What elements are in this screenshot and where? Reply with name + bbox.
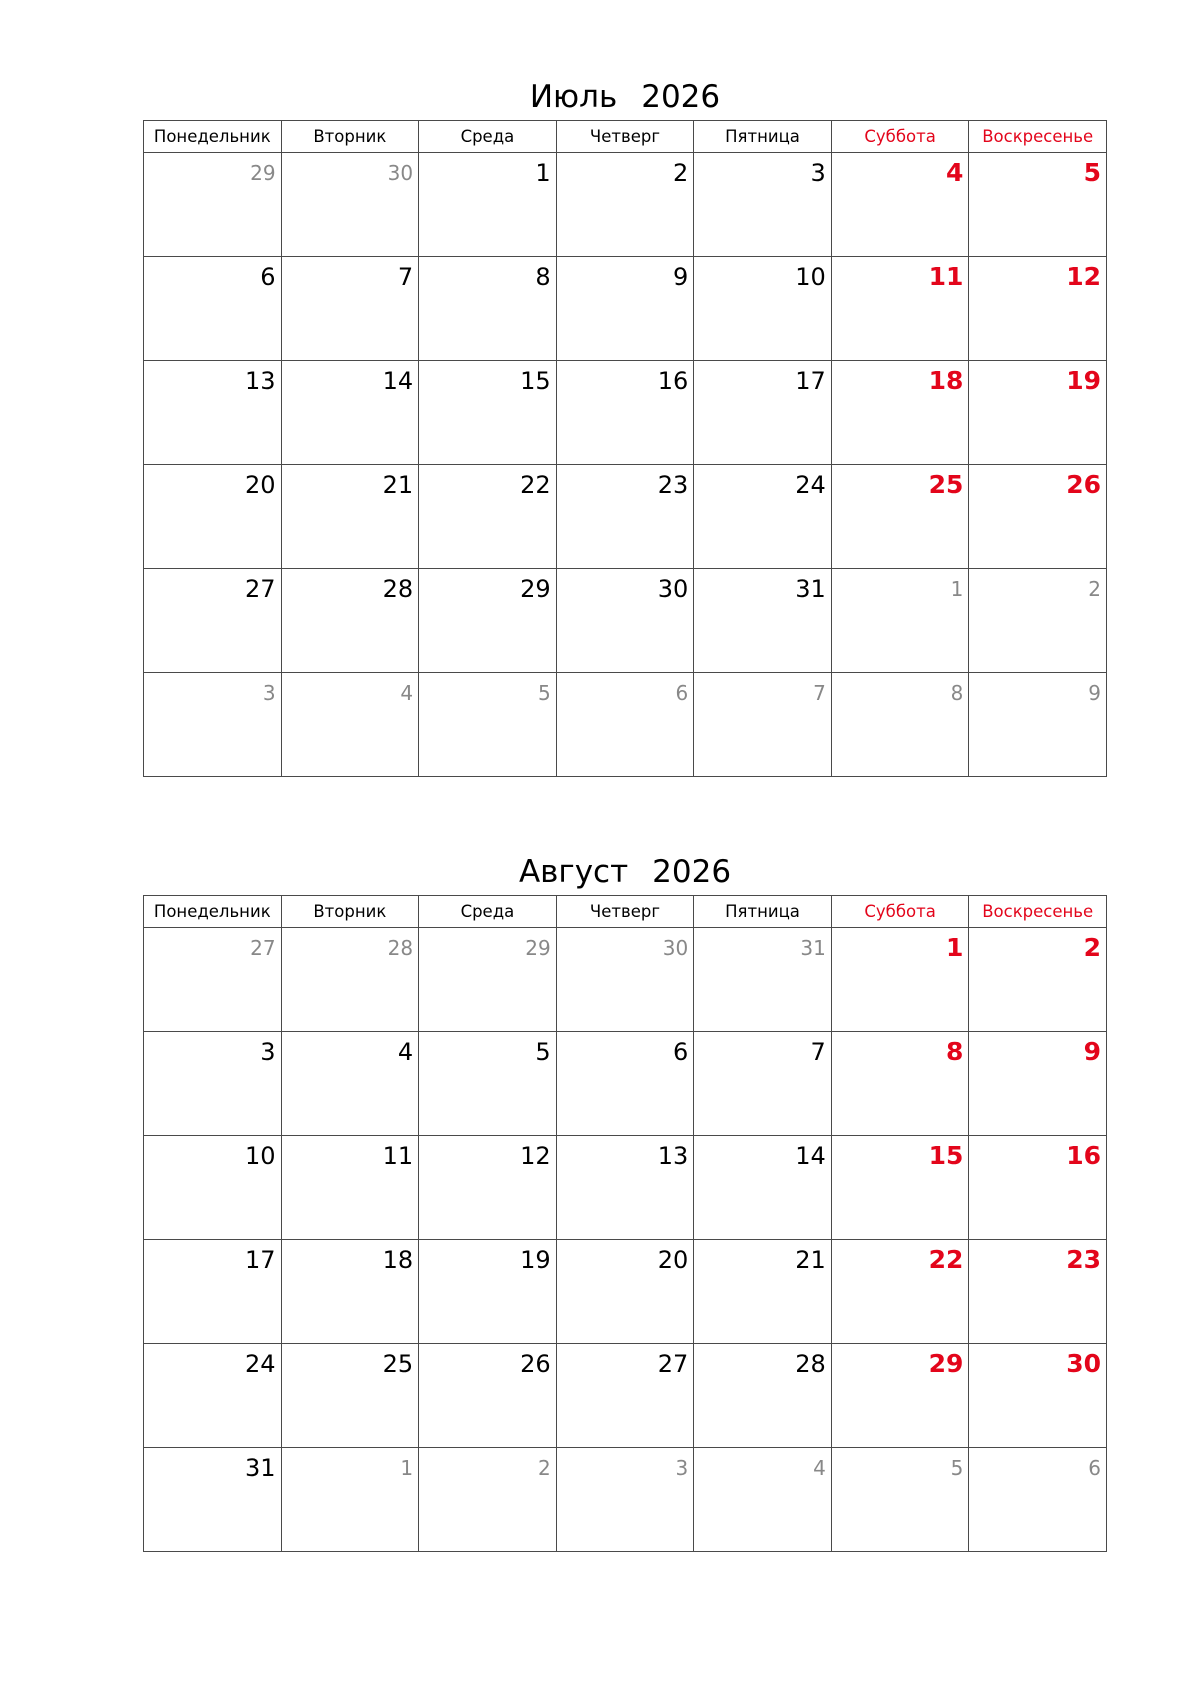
day-number: 22 (928, 1245, 964, 1274)
day-number: 2 (537, 1456, 551, 1480)
day-number: 25 (928, 470, 964, 499)
day-number: 9 (672, 263, 689, 291)
day-number: 8 (950, 681, 964, 705)
day-number: 7 (813, 681, 826, 705)
weekday-header: Понедельник (144, 121, 282, 153)
day-number: 24 (245, 1350, 276, 1378)
weekday-header: Пятница (694, 121, 832, 153)
day-cell (419, 1136, 557, 1240)
day-number: 17 (245, 1246, 276, 1274)
day-number: 11 (382, 1142, 414, 1170)
week-row (144, 928, 1107, 1032)
day-number: 14 (795, 1142, 826, 1170)
day-cell (144, 361, 282, 465)
day-number: 7 (397, 263, 414, 291)
day-cell (969, 673, 1107, 777)
day-number: 30 (657, 575, 689, 603)
weekday-header: Суббота (831, 896, 969, 928)
day-number: 30 (1066, 1349, 1101, 1378)
calendar-grid (143, 120, 1107, 777)
day-cell (831, 673, 969, 777)
day-number: 12 (520, 1142, 551, 1170)
day-number: 28 (795, 1350, 826, 1378)
day-number: 1 (400, 1456, 414, 1480)
day-cell (419, 1344, 557, 1448)
day-number: 31 (245, 1454, 276, 1482)
day-cell (831, 153, 969, 257)
day-number: 2 (1088, 577, 1101, 601)
day-cell (281, 1136, 419, 1240)
weekday-header: Вторник (281, 896, 419, 928)
day-cell (556, 1136, 694, 1240)
day-number: 5 (535, 1038, 551, 1066)
day-number: 1 (535, 159, 551, 187)
day-number: 1 (950, 577, 964, 601)
weekday-header: Пятница (694, 896, 832, 928)
day-number: 4 (813, 1456, 826, 1480)
calendar-grid (143, 895, 1107, 1552)
day-number: 9 (1083, 1037, 1101, 1066)
month-name: Июль (529, 79, 618, 115)
day-cell (969, 1344, 1107, 1448)
day-number: 7 (810, 1038, 826, 1066)
day-number: 30 (387, 161, 414, 185)
day-cell (694, 569, 832, 673)
day-cell (694, 1032, 832, 1136)
day-cell (556, 569, 694, 673)
day-number: 30 (662, 936, 689, 960)
day-cell (556, 1344, 694, 1448)
day-number: 10 (245, 1142, 276, 1170)
day-cell (831, 1032, 969, 1136)
week-row (144, 1448, 1107, 1552)
day-number: 22 (520, 471, 551, 499)
day-cell (419, 257, 557, 361)
day-cell (419, 928, 557, 1032)
day-cell (281, 361, 419, 465)
day-number: 29 (928, 1349, 964, 1378)
day-number: 15 (928, 1141, 964, 1170)
week-row (144, 465, 1107, 569)
day-number: 16 (657, 367, 689, 395)
day-number: 17 (795, 367, 826, 395)
day-number: 9 (1088, 681, 1101, 705)
day-cell (831, 1240, 969, 1344)
weekday-header: Четверг (556, 896, 694, 928)
day-number: 21 (382, 471, 414, 499)
month-name: Август (518, 854, 629, 890)
day-number: 29 (520, 575, 551, 603)
day-number: 31 (800, 936, 826, 960)
day-cell (969, 257, 1107, 361)
day-number: 13 (245, 367, 276, 395)
day-number: 6 (675, 681, 689, 705)
week-row (144, 673, 1107, 777)
day-cell (831, 1448, 969, 1552)
day-cell (419, 569, 557, 673)
day-number: 27 (250, 936, 276, 960)
week-row (144, 1344, 1107, 1448)
day-cell (144, 1448, 282, 1552)
day-cell (419, 465, 557, 569)
day-number: 31 (795, 575, 826, 603)
day-cell (419, 1448, 557, 1552)
day-cell (144, 465, 282, 569)
day-cell (556, 928, 694, 1032)
day-number: 27 (657, 1350, 689, 1378)
week-row (144, 361, 1107, 465)
day-cell (144, 1032, 282, 1136)
day-cell (556, 673, 694, 777)
weekday-header: Воскресенье (969, 896, 1107, 928)
day-cell (419, 1240, 557, 1344)
day-cell (694, 673, 832, 777)
day-number: 3 (675, 1456, 689, 1480)
day-cell (556, 465, 694, 569)
weekday-header: Вторник (281, 121, 419, 153)
day-cell (144, 1136, 282, 1240)
day-number: 4 (400, 681, 414, 705)
day-number: 4 (397, 1038, 414, 1066)
weekday-header: Суббота (831, 121, 969, 153)
day-cell (969, 928, 1107, 1032)
day-number: 6 (260, 263, 276, 291)
day-number: 8 (535, 263, 551, 291)
month-title (143, 849, 1107, 895)
day-cell (281, 569, 419, 673)
day-number: 2 (1083, 933, 1101, 962)
day-cell (831, 1136, 969, 1240)
day-number: 8 (945, 1037, 964, 1066)
day-cell (556, 153, 694, 257)
day-cell (556, 1448, 694, 1552)
day-number: 6 (1088, 1456, 1101, 1480)
week-row (144, 1032, 1107, 1136)
day-cell (281, 465, 419, 569)
day-number: 26 (520, 1350, 551, 1378)
day-cell (694, 1240, 832, 1344)
day-number: 28 (387, 936, 414, 960)
day-cell (144, 1344, 282, 1448)
day-cell (281, 1032, 419, 1136)
day-cell (419, 1032, 557, 1136)
day-number: 6 (672, 1038, 689, 1066)
day-number: 20 (657, 1246, 689, 1274)
day-number: 24 (795, 471, 826, 499)
day-number: 14 (382, 367, 414, 395)
day-number: 18 (382, 1246, 414, 1274)
day-cell (281, 928, 419, 1032)
day-number: 3 (810, 159, 826, 187)
day-number: 5 (537, 681, 551, 705)
day-cell (419, 673, 557, 777)
day-cell (556, 1240, 694, 1344)
week-row (144, 569, 1107, 673)
day-cell (831, 361, 969, 465)
day-cell (831, 1344, 969, 1448)
day-number: 13 (657, 1142, 689, 1170)
day-cell (969, 465, 1107, 569)
day-number: 10 (795, 263, 826, 291)
day-number: 29 (250, 161, 276, 185)
day-number: 18 (928, 366, 964, 395)
day-cell (144, 673, 282, 777)
month-year: 2026 (641, 79, 721, 115)
day-cell (144, 257, 282, 361)
weekday-header: Воскресенье (969, 121, 1107, 153)
day-number: 2 (672, 159, 689, 187)
day-cell (831, 257, 969, 361)
day-cell (694, 928, 832, 1032)
weekday-header: Понедельник (144, 896, 282, 928)
day-cell (556, 361, 694, 465)
day-number: 20 (245, 471, 276, 499)
day-cell (969, 1032, 1107, 1136)
day-number: 5 (1083, 158, 1101, 187)
day-cell (144, 928, 282, 1032)
day-cell (144, 1240, 282, 1344)
day-cell (694, 465, 832, 569)
day-number: 26 (1066, 470, 1101, 499)
month-year: 2026 (652, 854, 732, 890)
day-number: 29 (525, 936, 551, 960)
week-row (144, 1240, 1107, 1344)
weekday-header-row (144, 896, 1107, 928)
day-number: 4 (945, 158, 964, 187)
day-number: 23 (657, 471, 689, 499)
day-cell (694, 257, 832, 361)
day-cell (281, 153, 419, 257)
day-cell (694, 361, 832, 465)
week-row (144, 153, 1107, 257)
day-number: 25 (382, 1350, 414, 1378)
day-number: 16 (1066, 1141, 1101, 1170)
day-cell (144, 153, 282, 257)
day-cell (694, 1448, 832, 1552)
day-number: 21 (795, 1246, 826, 1274)
week-row (144, 1136, 1107, 1240)
day-cell (419, 153, 557, 257)
day-number: 1 (945, 933, 964, 962)
day-cell (831, 465, 969, 569)
day-number: 5 (950, 1456, 964, 1480)
day-cell (419, 361, 557, 465)
day-cell (969, 1136, 1107, 1240)
day-cell (281, 257, 419, 361)
day-cell (969, 569, 1107, 673)
weekday-header: Среда (419, 896, 557, 928)
day-cell (694, 1136, 832, 1240)
weekday-header: Среда (419, 121, 557, 153)
day-cell (969, 1448, 1107, 1552)
day-cell (281, 1344, 419, 1448)
day-number: 19 (520, 1246, 551, 1274)
day-cell (831, 569, 969, 673)
day-number: 27 (245, 575, 276, 603)
day-cell (556, 1032, 694, 1136)
day-number: 15 (520, 367, 551, 395)
day-number: 28 (382, 575, 414, 603)
day-cell (281, 1240, 419, 1344)
week-row (144, 257, 1107, 361)
day-number: 23 (1066, 1245, 1101, 1274)
day-cell (969, 1240, 1107, 1344)
day-cell (144, 569, 282, 673)
day-cell (969, 153, 1107, 257)
day-cell (694, 1344, 832, 1448)
day-cell (831, 928, 969, 1032)
day-number: 11 (928, 262, 964, 291)
day-cell (694, 153, 832, 257)
month-title (143, 74, 1107, 120)
day-number: 19 (1066, 366, 1101, 395)
day-number: 3 (262, 681, 276, 705)
weekday-header: Четверг (556, 121, 694, 153)
weekday-header-row (144, 121, 1107, 153)
day-cell (969, 361, 1107, 465)
day-number: 12 (1066, 262, 1101, 291)
day-number: 3 (260, 1038, 276, 1066)
day-cell (281, 1448, 419, 1552)
day-cell (556, 257, 694, 361)
day-cell (281, 673, 419, 777)
